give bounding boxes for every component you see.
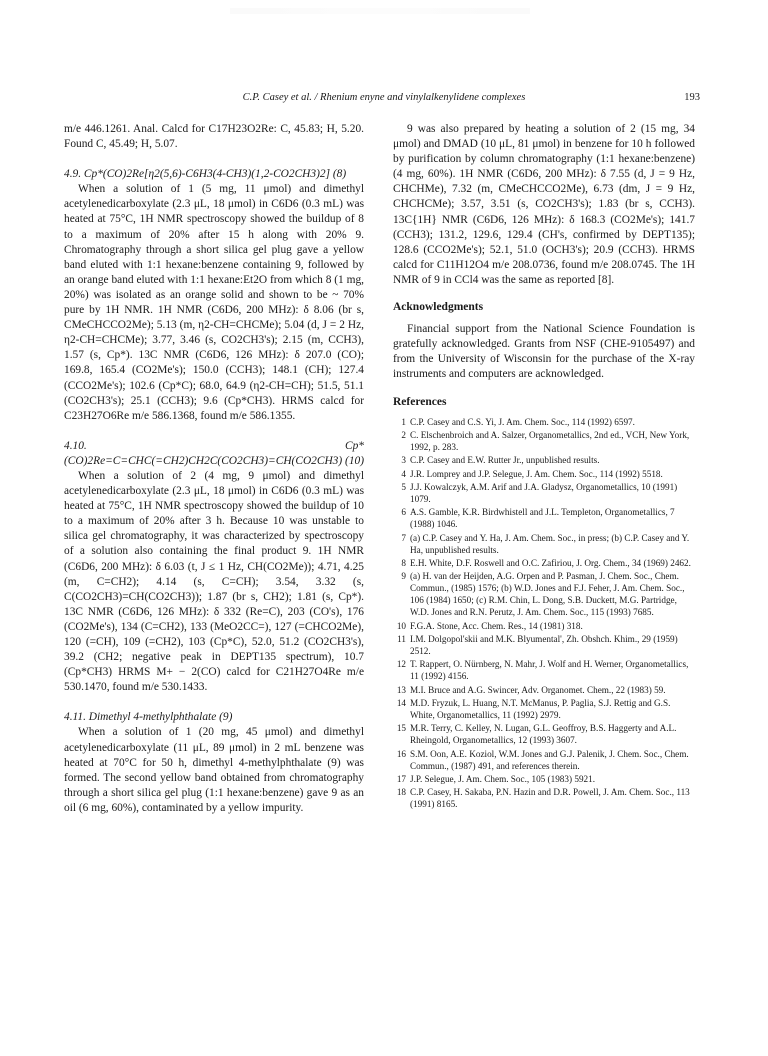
section-4-11-title: 4.11. Dimethyl 4-methylphthalate (9) — [64, 711, 233, 724]
reference-item — [393, 507, 695, 531]
reference-text: M.I. Bruce and A.G. Swincer, Adv. Organomet. Chem., 22 (1983) 59. — [410, 684, 666, 695]
reference-text: J.J. Kowalczyk, A.M. Arif and J.A. Gladysz, Organometallics, 10 (1991) 1079. — [410, 482, 678, 505]
left-column — [64, 122, 364, 816]
reference-text: (a) C.P. Casey and Y. Ha, J. Am. Chem. Soc., in press; (b) C.P. Casey and Y. Ha, unpublished results. — [410, 532, 690, 555]
reference-number: 18 — [396, 787, 406, 798]
reference-number: 12 — [396, 659, 406, 670]
reference-item — [393, 659, 695, 683]
reference-item — [393, 455, 695, 467]
reference-number: 1 — [401, 416, 406, 427]
reference-item — [393, 698, 695, 722]
reference-item — [393, 685, 695, 697]
reference-number: 14 — [396, 698, 406, 709]
reference-text: E.H. White, D.F. Roswell and O.C. Zafiriou, J. Org. Chem., 34 (1969) 2462. — [410, 558, 691, 569]
section-4-9-title: 4.9. Cp*(CO)2Re[η2(5,6)-C6H3(4-CH3)(1,2-CO2CH3)2] (8) — [64, 168, 347, 181]
reference-text: J.R. Lomprey and J.P. Selegue, J. Am. Chem. Soc., 114 (1992) 5518. — [410, 468, 663, 479]
page-number: 193 — [684, 92, 700, 103]
reference-number: 13 — [396, 684, 406, 695]
reference-item — [393, 430, 695, 454]
reference-number: 6 — [401, 507, 406, 518]
compound-9-paragraph: 9 was also prepared by heating a solution of 2 (15 mg, 34 μmol) and DMAD (10 μL, 81 μmol) in benzene for 10 h followed by purification by column chromatography (1:1 hexane:benzene) (4 mg, 60%). 1H NMR (C6D6, 200 MHz): δ 7.55 (d, J = 9 Hz, CHCHMe), 7.32 (m, CMeCHCCO2Me), 6.73 (dm, J = 9 Hz, CHCHCMe); 3.57, 3.51 (s, CO2CH3's); 1.83 (br s, CCH3). 13C{1H} NMR (C6D6, 126 MHz): δ 168.3 (CO2Me's); 141.7 (CCH3); 131.2, 129.6, 129.4 (CH's, confirmed by DEPT135); 128.6 (CCO2Me's); 52.1, 51.0 (OCH3's); 20.9 (CCH3). HRMS calcd for C11H12O4 m/e 208.0736, found m/e 208.0745. The 1H NMR of 9 in CCl4 was the same as reported [8]. — [393, 123, 695, 286]
continued-paragraph: m/e 446.1261. Anal. Calcd for C17H23O2Re: C, 45.83; H, 5.20. Found C, 45.49; H, 5.07. — [64, 123, 364, 151]
reference-item — [393, 749, 695, 773]
reference-item — [393, 787, 695, 811]
reference-number: 7 — [401, 532, 406, 543]
reference-text: C.P. Casey, H. Sakaba, P.N. Hazin and D.R. Powell, J. Am. Chem. Soc., 113 (1991) 8165. — [410, 787, 690, 810]
reference-item — [393, 469, 695, 481]
reference-text: C.P. Casey and E.W. Rutter Jr., unpublished results. — [410, 455, 600, 466]
reference-item — [393, 533, 695, 557]
reference-number: 15 — [396, 723, 406, 734]
reference-number: 3 — [401, 455, 406, 466]
references-heading: References — [393, 395, 447, 408]
reference-text: T. Rappert, O. Nürnberg, N. Mahr, J. Wolf and H. Werner, Organometallics, 11 (1992) 4156. — [410, 659, 689, 682]
section-4-10-body: When a solution of 2 (4 mg, 9 μmol) and dimethyl acetylenedicarboxylate (2.3 μL, 18 μmol) in C6D6 (0.3 mL) was heated at 75°C, 1H NMR spectroscopy showed the buildup of 10 to a maximum of 20% after 3 h. Because 10 was unstable to silica gel chromatography, it was characterized by spectroscopy of a solution also containing the final product 9. 1H NMR (C6D6, 200 MHz): δ 6.03 (t, J ≤ 1 Hz, CH(CO2Me)); 4.71, 4.25 (m, C=CH2); 4.14 (s, C=CH); 3.54, 3.32 (s, C(CO2CH3)=CH(CO2CH3)); 1.87 (br s, CH2); 1.81 (s, Cp*). 13C NMR (C6D6, 126 MHz): δ 332 (Re=C), 203 (CO's), 176 (CO2Me's), 134 (C=CH2), 133 (MeO2CC=), 127 (=CHCO2Me), 120 (=CH), 109 (=CH2), 103 (Cp*C), 52.0, 51.2 (CO2CH3's), 39.2 (CH2; negative peak in DEPT135 spectrum), 10.7 (Cp*CH3) HRMS M+ − 2(CO) calcd for C21H27O4Re m/e 530.1470, found m/e 530.1433. — [64, 469, 364, 694]
running-title: C.P. Casey et al. / Rhenium enyne and vinylalkenylidene complexes — [242, 92, 526, 103]
reference-number: 17 — [396, 773, 406, 784]
reference-text: F.G.A. Stone, Acc. Chem. Res., 14 (1981) 318. — [410, 620, 583, 631]
reference-text: J.P. Selegue, J. Am. Chem. Soc., 105 (1983) 5921. — [410, 773, 596, 784]
section-4-10-title: 4.10. Cp*(CO)2Re=C=CHC(=CH2)CH2C(CO2CH3)=CH(CO2CH3) (10) — [64, 439, 364, 467]
reference-number: 2 — [401, 430, 406, 440]
reference-item — [393, 621, 695, 633]
reference-text: C. Elschenbroich and A. Salzer, Organometallics, 2nd ed., VCH, New York, 1992, p. 283. — [410, 430, 690, 452]
reference-text: C.P. Casey and C.S. Yi, J. Am. Chem. Soc., 114 (1992) 6597. — [410, 416, 635, 427]
reference-item — [393, 774, 695, 786]
reference-item — [393, 723, 695, 747]
scan-artifact — [230, 8, 530, 14]
reference-text: S.M. Oon, A.E. Koziol, W.M. Jones and G.J. Palenik, J. Chem. Soc., Chem. Commun., (1987) 491, and references therein. — [410, 748, 689, 771]
reference-list — [393, 417, 695, 812]
acknowledgments-heading: Acknowledgments — [393, 301, 484, 314]
reference-number: 4 — [401, 468, 406, 479]
reference-item — [393, 571, 695, 619]
reference-number: 10 — [396, 620, 406, 631]
reference-text: I.M. Dolgopol'skii and M.K. Blyumental', Zh. Obshch. Khim., 29 (1959) 2512. — [410, 634, 678, 656]
reference-number: 16 — [396, 748, 406, 759]
acknowledgments-body: Financial support from the National Science Foundation is gratefully acknowledged. Grants from NSF (CHE-9105497) and from the University of Wisconsin for the purchase of the X-ray instruments and computers are acknowledged. — [393, 323, 695, 381]
section-4-11-body: When a solution of 1 (20 mg, 45 μmol) and dimethyl acetylenedicarboxylate (11 μL, 89 μmol) in 2 mL benzene was heated at 70°C for 50 h, dimethyl 4-methylphthalate (9) was formed. The second yellow band obtained from chromatography through a short silica gel plug (1:1 hexane:benzene) gave 9 as an oil (6 mg, 60%), contaminated by a yellow impurity. — [64, 726, 364, 814]
reference-number: 5 — [401, 482, 406, 493]
running-header — [64, 92, 704, 110]
reference-number: 11 — [397, 634, 406, 644]
reference-text: M.R. Terry, C. Kelley, N. Lugan, G.L. Geoffroy, B.S. Haggerty and A.L. Rheingold, Organometallics, 12 (1993) 3607. — [410, 723, 677, 746]
section-4-9-body: When a solution of 1 (5 mg, 11 μmol) and dimethyl acetylenedicarboxylate (2.3 μL, 18 μmol) in C6D6 (0.3 mL) was heated at 75°C, 1H NMR spectroscopy showed the buildup of 8 to a maximum of 20% after 15 h along with 20% 9. Chromatography through a short silica gel plug gave a yellow band eluted with 1:1 hexane:benzene containing 9, followed by an orange band eluted with 1:1 hexane:Et2O from which 8 (1 mg, 20%) was isolated as an orange solid and shown to be ~ 70% pure by 1H NMR. 1H NMR (C6D6, 200 MHz): δ 8.06 (br s, CMeCHCCO2Me); 5.13 (m, η2-CH=CHCMe); 5.04 (d, J = 2 Hz, η2-CH=CHCMe); 3.77, 3.46 (s, CO2CH3's); 2.15 (m, CCH3), 1.57 (s, Cp*). 13C NMR (C6D6, 126 MHz): δ 207.0 (CO); 169.8, 165.4 (CO2Me's); 150.0 (CCH3); 148.1 (CH); 127.4 (CCO2Me's); 102.6 (Cp*C); 68.0, 64.9 (η2-CH=CH); 51.5, 51.1 (CO2CH3's); 25.1 (CCH3); 9.6 (Cp*CH3). HRMS calcd for C23H27O6Re m/e 586.1368, found m/e 586.1355. — [64, 183, 364, 422]
reference-item — [393, 558, 695, 570]
reference-number: 9 — [401, 571, 406, 582]
reference-item — [393, 634, 695, 658]
reference-text: A.S. Gamble, K.R. Birdwhistell and J.L. Templeton, Organometallics, 7 (1988) 1046. — [410, 507, 675, 530]
right-column — [393, 122, 695, 813]
reference-text: (a) H. van der Heijden, A.G. Orpen and P. Pasman, J. Chem. Soc., Chem. Commun., (1985) 1576; (b) W.D. Jones and F.J. Feher, J. Am. Chem. Soc., 106 (1984) 1650; (c) R.M. Chin, L. Dong, S.B. Duckett, M.G. Partridge, W.D. Jones and R.N. Perutz, J. Am. Chem. Soc., 115 (1993) 7685. — [410, 571, 685, 618]
reference-item — [393, 417, 695, 429]
reference-item — [393, 482, 695, 506]
reference-text: M.D. Fryzuk, L. Huang, N.T. McManus, P. Paglia, S.J. Rettig and G.S. White, Organometallics, 11 (1992) 2979. — [410, 698, 671, 720]
reference-number: 8 — [401, 558, 406, 569]
